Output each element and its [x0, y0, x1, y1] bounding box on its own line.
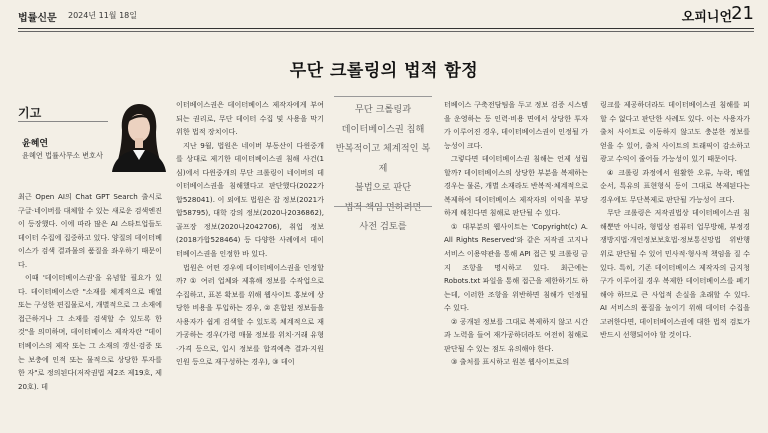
publication-name: 법률신문 [18, 13, 57, 24]
body-column-2 [176, 98, 324, 369]
body-paragraph: 터베이스 구축전담팀을 두고 정보 검증 시스템을 운영하는 등 인력·비용 면에서 상당한 투자가 이루어진 경우, 데이터베이스권이 인정될 가능성이 크다. [444, 100, 588, 150]
body-paragraph: 법원은 어떤 경우에 데이터베이스권을 인정할까? ① 여러 업체와 제휴해 정보를 수작업으로 수집하고, 표본 확보를 위해 웹사이트 홍보에 상당한 비용을 투입하는 경우, ② 흔합된 정보들을 사용자가 쉽게 검색할 수 있도록 체계적으로 재가공하는 경우(가령 매물 정보를 위치·거래 유형·가격 등으로, 입시 정보를 합격예측 결과·지원 인원 등으로 재구성하는 경우), ③ 데이 [176, 262, 324, 367]
column-type: 기고 [18, 106, 42, 120]
body-column-1 [18, 190, 162, 393]
body-paragraph: 이때 '데이터베이스권'을 유념할 필요가 있다. 데이터베이스란 "소재를 체계적으로 배열 또는 구성한 편집물로서, 개별적으로 그 소재에 접근하거나 그 소재를 검색할 수 있도록 한 것"을 의미하며, 데이터베이스 제작자란 "데이터베이스의 제작 또는 그 소재의 갱신·검증 또는 보충에 인적 또는 물적으로 상당한 투자를 한 자"로 정의된다(저작권법 제2조 제19호, 제20호). 데 [18, 273, 162, 391]
header-rule-thin [18, 31, 754, 32]
body-paragraph: 최근 Open AI의 Chat GPT Search 출시로 구글·네이버를 대체할 수 있는 새로운 검색엔진이 등장했다. 이에 따라 많은 AI 스타트업들도 데이터 수집에 집중하고 있다. 양질의 데이터베이스가 검색 결과물의 품질을 좌우하기 때문이다. [18, 192, 162, 269]
body-column-4 [600, 98, 750, 342]
pull-quote-line: 무단 크롤링과 [354, 104, 412, 115]
body-paragraph: 링크를 제공하더라도 데이터베이스권 침해를 피할 수 없다고 판단한 사례도 있다. 이는 사용자가 출처 사이트로 이동하지 않고도 충분한 정보를 얻을 수 있어, 출처 사이트의 트래픽이 감소하고 광고 수익이 줄어들 가능성이 있기 때문이다. [600, 100, 750, 164]
header-rule [18, 28, 754, 29]
body-column-3 [444, 98, 588, 369]
pull-quote-line: 반복적이고 체계적인 복제 [335, 143, 431, 174]
issue-date: 2024년 11월 18일 [68, 11, 137, 20]
author-affiliation: 윤혜연 법률사무소 변호사 [22, 151, 103, 160]
pull-quote-line: 데이터베이스권 침해 [341, 123, 425, 135]
section-name: 오피니언 [681, 10, 732, 25]
body-paragraph: 이터베이스권은 데이터베이스 제작자에게 부여되는 권리로, 무단 데이터 수집 및 사용을 막기 위한 법적 장치이다. [176, 100, 324, 137]
body-paragraph: ① 대부분의 웹사이트는 'Copyright(c) A. All Rights Reserved'와 같은 저작권 고지나 서비스 이용약관을 통해 API 접근 및 크롤링 금지 조항을 명시하고 있다. 최근에는 Robots.txt 파일을 통해 접근을 제한하기도 하는데, 이러한 조항을 위반하면 침해가 인정될 수 있다. [444, 221, 588, 313]
pull-quote [332, 100, 434, 237]
author-name: 윤혜연 [22, 139, 49, 149]
column-type-rule [18, 121, 108, 122]
page-number: 21 [731, 3, 754, 24]
author-photo [108, 100, 168, 172]
page-header [18, 3, 754, 26]
body-paragraph: ③ 출처를 표시하고 원본 웹사이트로의 [451, 357, 570, 367]
body-paragraph: 지난 9월, 법원은 네이버 부동산이 다윈중개를 상대로 제기한 데이터베이스권 침해 사건(1심)에서 다윈중개의 무단 크롤링이 네이버의 데이터베이스권을 침해했다고 판단했다(2022가합528041). 이 외에도 법원은 잡 정보(2021가합58795), 대학 강의 정보(2020나2036862), 골프장 정보(2020나2042706), 취업 정보(2018가합528464) 등 다양한 사례에서 데이터베이스권을 인정한 바 있다. [176, 140, 324, 259]
pull-quote-line: 법적 책임 면하려면 [344, 201, 422, 213]
pull-quote-line: 불법으로 판단 [354, 182, 412, 193]
body-paragraph: 그렇다면 데이터베이스권 침해는 언제 성립할까? 데이터베이스의 상당한 부분을 복제하는 경우는 물론, 개별 소재라도 반복적·체계적으로 복제하여 데이터베이스 제작자의 이익을 부당하게 해친다면 침해로 판단될 수 있다. [444, 154, 588, 218]
pull-quote-bottom-rule [334, 206, 432, 207]
body-paragraph: ④ 크롤링 과정에서 원활한 오류, 누락, 배열 순서, 특유의 표현형식 등이 그대로 복제된다는 경우에도 무단복제로 판단될 가능성이 크다. [600, 167, 750, 204]
pull-quote-line: 사전 검토를 [359, 221, 407, 232]
article-title: 무단 크롤링의 법적 함정 [289, 61, 479, 81]
pull-quote-top-rule [334, 96, 432, 97]
body-paragraph: 무단 크롤링은 저작권법상 데이터베이스권 침해뿐만 아니라, 형법상 컴퓨터 업무방해, 부정경쟁방지법·개인정보보호법·정보통신망법 위반행위로 판단될 수 있어 민사적·형사적 책임을 질 수 있다. 특히, 기존 데이터베이스 제작자의 금지청구가 이루어질 경우 복제한 데이터베이스를 폐기해야 하므로 큰 사업적 손실을 초래할 수 있다. AI 서비스의 품질을 높이기 위해 데이터 수집을 고려한다면, 데이터베이스권에 대한 법적 검토가 반드시 선행되어야 할 것이다. [600, 208, 750, 340]
body-paragraph: ② 공개된 정보를 그대로 복제하지 않고 시간과 노력을 들여 재가공하더라도 여전히 침해로 판단될 수 있는 점도 유의해야 한다. [444, 316, 588, 353]
